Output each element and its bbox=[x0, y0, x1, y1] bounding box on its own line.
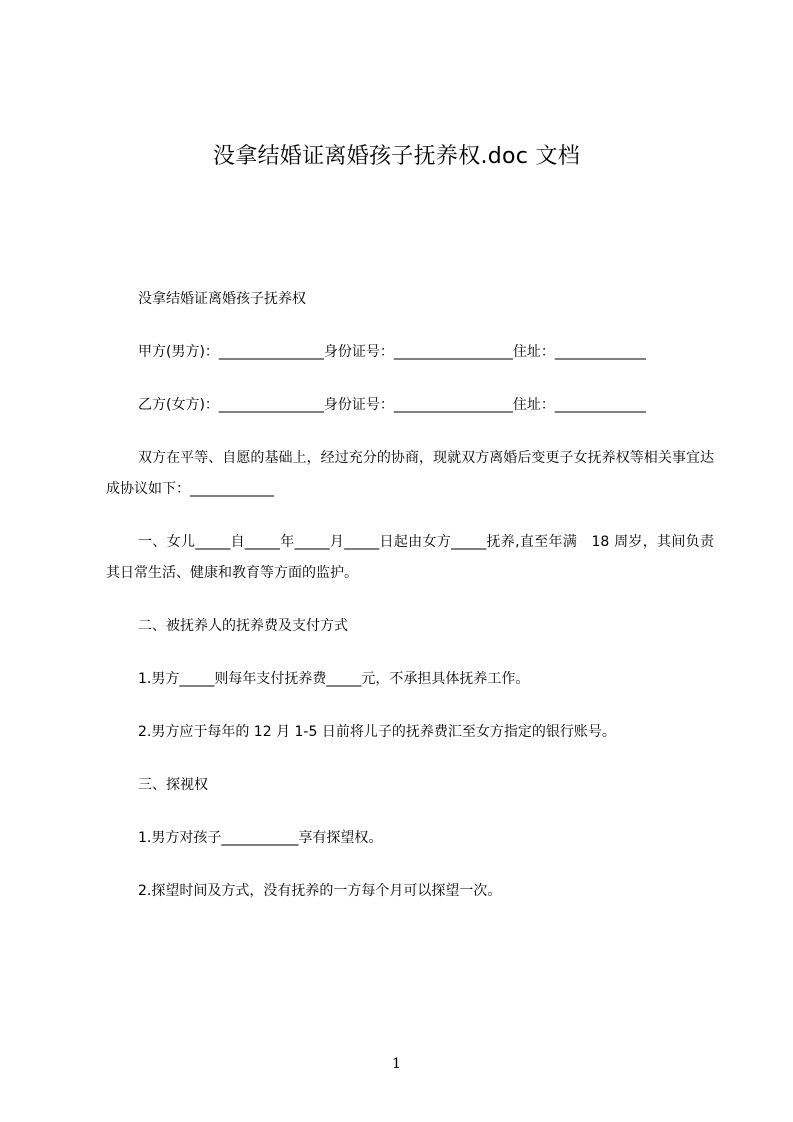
party-b-line: 乙方(女方)：_______________身份证号：_________________住址：_____________ bbox=[138, 397, 646, 413]
agreement-intro: 双方在平等、自愿的基础上，经过充分的协商，现就双方离婚后变更子女抚养权等相关事宜达成协议如下：____________ bbox=[106, 450, 714, 497]
party-a-line: 甲方(男方)：_______________身份证号：_________________住址：_____________ bbox=[138, 344, 646, 360]
document-body bbox=[106, 284, 714, 929]
page-number: 1 bbox=[392, 1056, 401, 1072]
clause-1-custody: 一、女儿_____自_____年_____月_____日起由女方_____抚养,直至年满 18 周岁，其间负责其日常生活、健康和教育等方面的监护。 bbox=[106, 534, 714, 581]
clause-2-item-2: 2.男方应于每年的 12 月 1-5 日前将儿子的抚养费汇至女方指定的银行账号。 bbox=[138, 724, 616, 740]
section-heading: 没拿结婚证离婚孩子抚养权 bbox=[138, 291, 306, 307]
clause-3-heading: 三、探视权 bbox=[138, 777, 208, 793]
clause-2-item-1: 1.男方_____则每年支付抚养费_____元，不承担具体抚养工作。 bbox=[138, 671, 530, 687]
clause-3-item-2: 2.探望时间及方式，没有抚养的一方每个月可以探望一次。 bbox=[138, 883, 502, 899]
clause-3-item-1: 1.男方对孩子___________享有探望权。 bbox=[138, 830, 383, 846]
clause-2-heading: 二、被抚养人的抚养费及支付方式 bbox=[138, 618, 348, 634]
document-title: 没拿结婚证离婚孩子抚养权.doc 文档 bbox=[212, 144, 581, 169]
